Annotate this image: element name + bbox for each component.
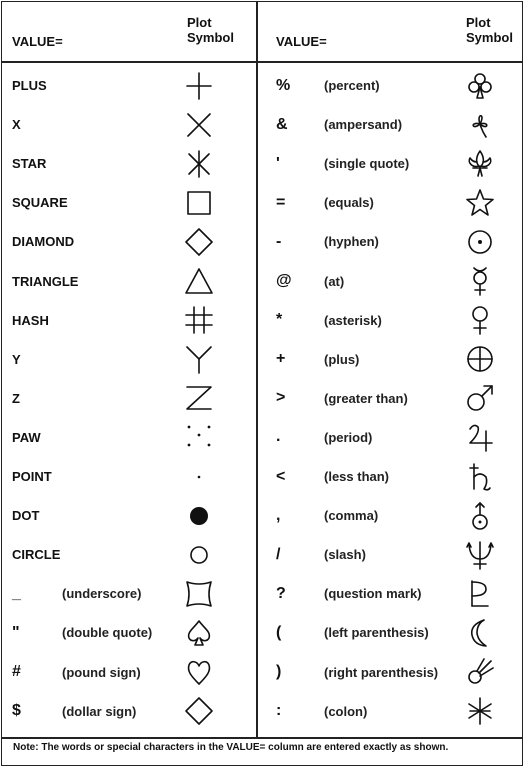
description-cell: (equals) — [324, 195, 374, 211]
right-table-row — [258, 222, 523, 261]
value-cell: X — [12, 117, 21, 133]
right-plot-symbol-header — [466, 15, 513, 45]
description-cell: (greater than) — [324, 390, 408, 406]
note-label: Note: — [13, 742, 39, 753]
value-cell: + — [276, 350, 286, 368]
value-cell: % — [276, 76, 291, 94]
value-cell: > — [276, 389, 286, 407]
right-table-row — [258, 340, 523, 379]
description-cell: (dollar sign) — [62, 703, 137, 719]
value-cell: POINT — [12, 469, 52, 484]
right-table-row — [258, 692, 523, 731]
right-table-row — [258, 301, 523, 340]
mercury-icon — [464, 265, 496, 297]
spade-icon — [183, 617, 215, 649]
earth-icon — [464, 343, 496, 375]
right-table-row — [258, 183, 523, 222]
right-table-row — [258, 457, 523, 496]
value-cell: Z — [12, 390, 20, 406]
right-table-row — [258, 653, 523, 692]
right-table-row — [258, 105, 523, 144]
value-cell: PAW — [12, 429, 41, 445]
left-table-row — [0, 457, 256, 496]
left-table-row — [0, 379, 256, 418]
left-table-row — [0, 613, 256, 652]
pluto-icon — [464, 578, 496, 610]
right-table-row — [258, 262, 523, 301]
left-table-row — [0, 574, 256, 613]
value-cell: < — [276, 467, 286, 485]
star-asterisk-icon — [183, 148, 215, 180]
heart-icon — [183, 656, 215, 688]
value-cell: @ — [276, 272, 292, 289]
description-cell: (slash) — [324, 547, 366, 563]
left-table-row — [0, 340, 256, 379]
description-cell: (at) — [324, 273, 345, 289]
left-table-row — [0, 222, 256, 261]
description-cell: (underscore) — [62, 586, 142, 602]
fleur-de-lis-icon — [464, 148, 496, 180]
left-table-row — [0, 692, 256, 731]
value-cell: HASH — [12, 312, 49, 328]
description-cell: (colon) — [324, 703, 368, 719]
triangle-icon — [183, 265, 215, 297]
description-cell: (asterisk) — [324, 312, 382, 328]
note-text: The words or special characters in the VALUE= column are entered exactly as shown. — [41, 742, 449, 753]
x-icon — [183, 109, 215, 141]
moon-icon — [464, 617, 496, 649]
right-table-row — [258, 379, 523, 418]
value-cell: / — [276, 545, 281, 563]
value-cell: $ — [12, 702, 21, 720]
value-cell: - — [276, 232, 282, 250]
left-value-header: VALUE= — [12, 34, 63, 49]
value-cell: & — [276, 115, 288, 133]
paw-icon — [183, 421, 215, 453]
footer-divider — [1, 737, 523, 739]
description-cell: (ampersand) — [324, 117, 403, 133]
value-cell: TRIANGLE — [12, 273, 79, 289]
description-cell: (double quote) — [62, 625, 153, 641]
right-table-row — [258, 613, 523, 652]
value-cell: " — [12, 623, 20, 641]
saturn-icon — [464, 461, 496, 493]
left-table-row — [0, 144, 256, 183]
uranus-icon — [464, 500, 496, 532]
value-cell: * — [276, 311, 283, 329]
value-cell: DIAMOND — [12, 234, 75, 250]
right-table-row — [258, 574, 523, 613]
description-cell: (pound sign) — [62, 664, 141, 680]
value-cell: CIRCLE — [12, 547, 61, 563]
right-table-row — [258, 144, 523, 183]
description-cell: (hyphen) — [324, 234, 379, 250]
header-divider — [1, 61, 523, 63]
right-plot-header-line1: Plot — [466, 15, 491, 30]
z-icon — [183, 382, 215, 414]
description-cell: (left parenthesis) — [324, 625, 429, 641]
footnote — [13, 742, 448, 753]
neptune-icon — [464, 539, 496, 571]
right-value-header: VALUE= — [276, 34, 327, 49]
value-cell: _ — [12, 584, 21, 602]
value-cell: : — [276, 702, 282, 720]
description-cell: (single quote) — [324, 156, 410, 172]
value-cell: SQUARE — [12, 195, 68, 211]
comet-icon — [464, 656, 496, 688]
description-cell: (plus) — [324, 351, 360, 367]
left-table-row — [0, 262, 256, 301]
star-icon — [464, 187, 496, 219]
left-plot-symbol-header — [187, 15, 234, 45]
value-cell: = — [276, 193, 286, 211]
value-cell: STAR — [12, 156, 47, 172]
value-cell: ' — [276, 154, 280, 172]
plus-icon — [183, 70, 215, 102]
left-table-row — [0, 496, 256, 535]
dot-icon — [183, 500, 215, 532]
value-cell: ? — [276, 584, 286, 602]
description-cell: (right parenthesis) — [324, 664, 439, 680]
description-cell: (percent) — [324, 78, 380, 93]
value-cell: Y — [12, 351, 21, 367]
concave-square-icon — [183, 578, 215, 610]
hash-icon — [183, 304, 215, 336]
left-table-row — [0, 653, 256, 692]
value-cell: ) — [276, 663, 282, 680]
left-plot-header-line2: Symbol — [187, 30, 234, 45]
value-cell: PLUS — [12, 78, 47, 93]
point-icon — [183, 461, 215, 493]
right-plot-header-line2: Symbol — [466, 30, 513, 45]
mars-icon — [464, 382, 496, 414]
club-icon — [464, 70, 496, 102]
venus-icon — [464, 304, 496, 336]
y-icon — [183, 343, 215, 375]
left-table-row — [0, 301, 256, 340]
right-table-row — [258, 496, 523, 535]
right-table-row — [258, 418, 523, 457]
value-cell: DOT — [12, 508, 40, 524]
left-table-row — [0, 418, 256, 457]
right-table-row — [258, 535, 523, 574]
left-table-row — [0, 183, 256, 222]
left-plot-header-line1: Plot — [187, 15, 212, 30]
shamrock-icon — [464, 109, 496, 141]
description-cell: (period) — [324, 429, 373, 445]
left-table-row — [0, 66, 256, 105]
circle-icon — [183, 539, 215, 571]
value-cell: . — [276, 428, 281, 446]
description-cell: (comma) — [324, 508, 379, 524]
left-table-row — [0, 105, 256, 144]
description-cell: (question mark) — [324, 586, 422, 602]
description-cell: (less than) — [324, 469, 390, 484]
sun-icon — [464, 226, 496, 258]
square-icon — [183, 187, 215, 219]
value-cell: , — [276, 506, 281, 524]
jupiter-icon — [464, 421, 496, 453]
diamond-icon — [183, 226, 215, 258]
right-table-row — [258, 66, 523, 105]
asterism-icon — [464, 695, 496, 727]
value-cell: # — [12, 663, 21, 680]
diamond-outline-icon — [183, 695, 215, 727]
left-table-row — [0, 535, 256, 574]
value-cell: ( — [276, 623, 282, 641]
